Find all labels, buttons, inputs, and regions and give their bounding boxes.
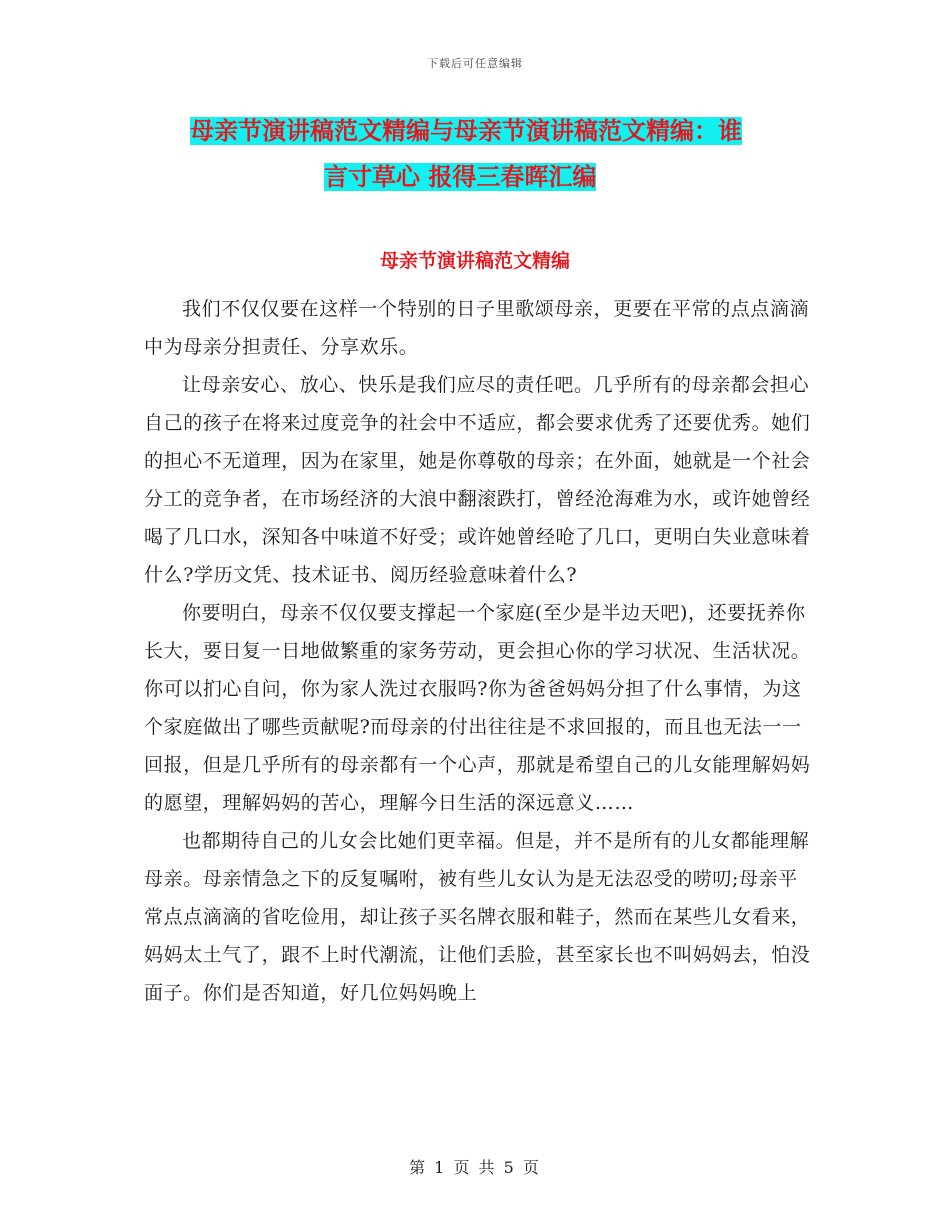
section-heading: 母亲节演讲稿范文精编 (379, 250, 570, 272)
body-text (144, 290, 814, 1012)
document-title (190, 108, 830, 200)
paragraph-2: 让母亲安心、放心、快乐是我们应尽的责任吧。几乎所有的母亲都会担心自己的孩子在将来过度竞争的社会中不适应，都会要求优秀了还要优秀。她们的担心不无道理，因为在家里，她是你尊敬的母亲；在外面，她就是一个社会分工的竞争者，在市场经济的大浪中翻滚跌打，曾经沧海难为水，或许她曾经喝了几口水，深知各中味道不好受；或许她曾经呛了几口，更明白失业意味着什么?学历文凭、技术证书、阅历经验意味着什么? (144, 374, 811, 586)
page-header-note: 下载后可任意编辑 (427, 57, 523, 70)
page-number-footer: 第 1 页 共 5 页 (409, 1158, 541, 1177)
paragraph-3: 你要明白，母亲不仅仅要支撑起一个家庭(至少是半边天吧)，还要抚养你长大，要日复一日地做繁重的家务劳动，更会担心你的学习状况、生活状况。你可以扪心自问，你为家人洗过衣服吗?你为爸爸妈妈分担了什么事情，为这个家庭做出了哪些贡献呢?而母亲的付出往往是不求回报的，而且也无法一一回报，但是几乎所有的母亲都有一个心声，那就是希望自己的儿女能理解妈妈的愿望，理解妈妈的苦心，理解今日生活的深远意义…… (144, 602, 811, 814)
paragraph-4: 也都期待自己的儿女会比她们更幸福。但是，并不是所有的儿女都能理解母亲。母亲情急之下的反复嘱咐，被有些儿女认为是无法忍受的唠叨;母亲平常点点滴滴的省吃俭用，却让孩子买名牌衣服和鞋子，然而在某些儿女看来，妈妈太土气了，跟不上时代潮流，让他们丢脸，甚至家长也不叫妈妈去，怕没面子。你们是否知道，好几位妈妈晚上 (144, 830, 811, 1004)
paragraph-1: 我们不仅仅要在这样一个特别的日子里歌颂母亲，更要在平常的点点滴滴中为母亲分担责任、分享欢乐。 (144, 298, 810, 358)
document-title-line-2: 言寸草心 报得三春晖汇编 (324, 163, 597, 191)
document-title-line-1: 母亲节演讲稿范文精编与母亲节演讲稿范文精编：谁 (190, 117, 742, 145)
